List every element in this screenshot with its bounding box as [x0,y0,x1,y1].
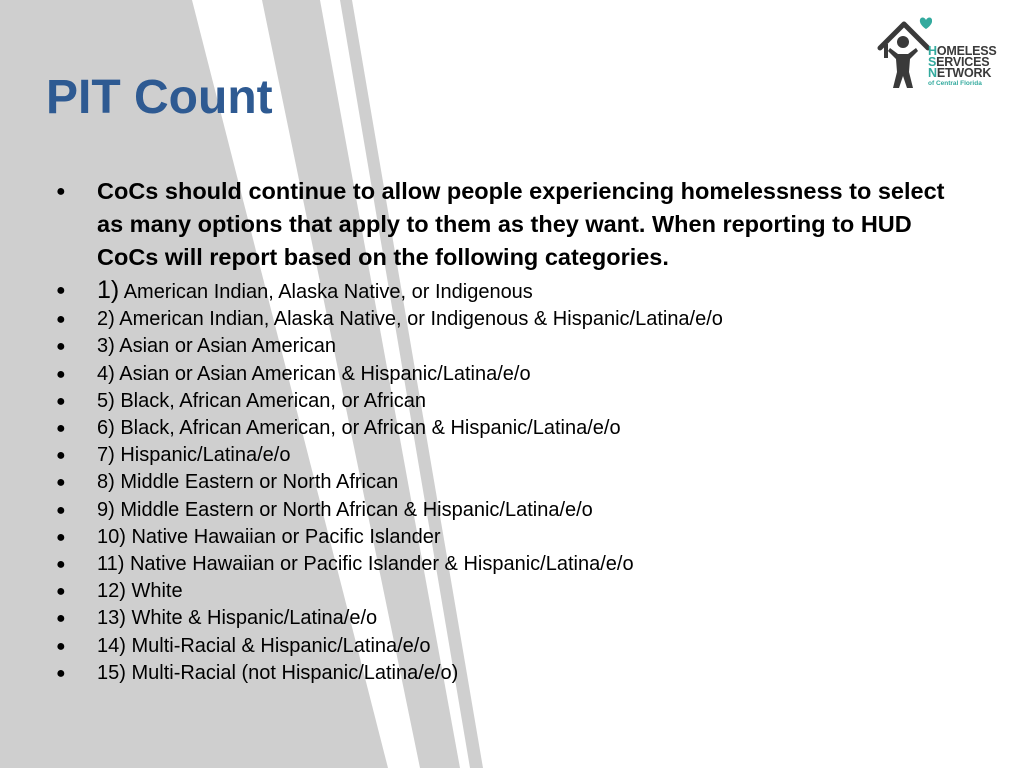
category-text: American Indian, Alaska Native, or Indigenous [123,281,533,303]
category-text: 11) Native Hawaiian or Pacific Islander & Hispanic/Latina/e/o [97,553,634,576]
slide-title: PIT Count [46,71,273,124]
category-text: 6) Black, African American, or African & Hispanic/Latina/e/o [97,417,621,440]
category-text: 8) Middle Eastern or North African [97,471,399,494]
hsn-logo [876,14,1006,94]
list-item [56,605,976,632]
category-text: 13) White & Hispanic/Latina/e/o [97,607,378,630]
bullet-icon: ● [56,392,66,410]
bullet-icon: ● [56,420,66,438]
bullet-icon: ● [56,556,66,574]
category-text: 10) Native Hawaiian or Pacific Islander [97,525,441,548]
list-item [56,333,976,360]
bullet-icon: ● [56,528,66,546]
category-text: 5) Black, African American, or African [97,389,427,412]
house-person-heart-icon [876,14,932,94]
list-item [56,277,976,306]
category-text: 14) Multi-Racial & Hispanic/Latina/e/o [97,634,431,657]
bullet-icon: ● [56,447,66,465]
list-item-lead [56,175,976,274]
list-item [56,415,976,442]
bullet-icon: ● [56,583,66,601]
bullet-icon: ● [56,311,66,329]
bullet-icon: ● [56,183,66,200]
logo-wordmark: HOMELESS SERVICES NETWORK of Central Florida [928,44,997,87]
list-item [56,524,976,551]
category-text: 3) Asian or Asian American [97,335,337,358]
category-text: 4) Asian or Asian American & Hispanic/Latina/e/o [97,362,531,385]
bullet-icon: ● [56,637,66,655]
list-item [56,633,976,660]
list-item [56,442,976,469]
category-number: 1) [97,276,120,304]
bullet-icon: ● [56,664,66,682]
list-item [56,660,976,687]
list-item [56,388,976,415]
bullet-icon: ● [56,338,66,356]
bullet-icon: ● [56,365,66,383]
list-item [56,306,976,333]
bullet-icon: ● [56,501,66,519]
category-bullet-list [56,175,976,687]
list-item [56,497,976,524]
list-item [56,469,976,496]
category-text: 7) Hispanic/Latina/e/o [97,444,291,467]
category-text: 9) Middle Eastern or North African & Hispanic/Latina/e/o [97,498,593,521]
list-item [56,551,976,578]
list-item [56,361,976,388]
category-text: 12) White [97,580,183,603]
category-text: 2) American Indian, Alaska Native, or Indigenous & Hispanic/Latina/e/o [97,308,723,331]
bullet-icon: ● [56,282,66,299]
list-item [56,578,976,605]
lead-text: CoCs should continue to allow people experiencing homelessness to select as many options that apply to them as they want. When reporting to HUD CoCs will report based on the following categories. [97,178,945,270]
category-text: 15) Multi-Racial (not Hispanic/Latina/e/o) [97,661,459,684]
bullet-icon: ● [56,610,66,628]
bullet-icon: ● [56,474,66,492]
